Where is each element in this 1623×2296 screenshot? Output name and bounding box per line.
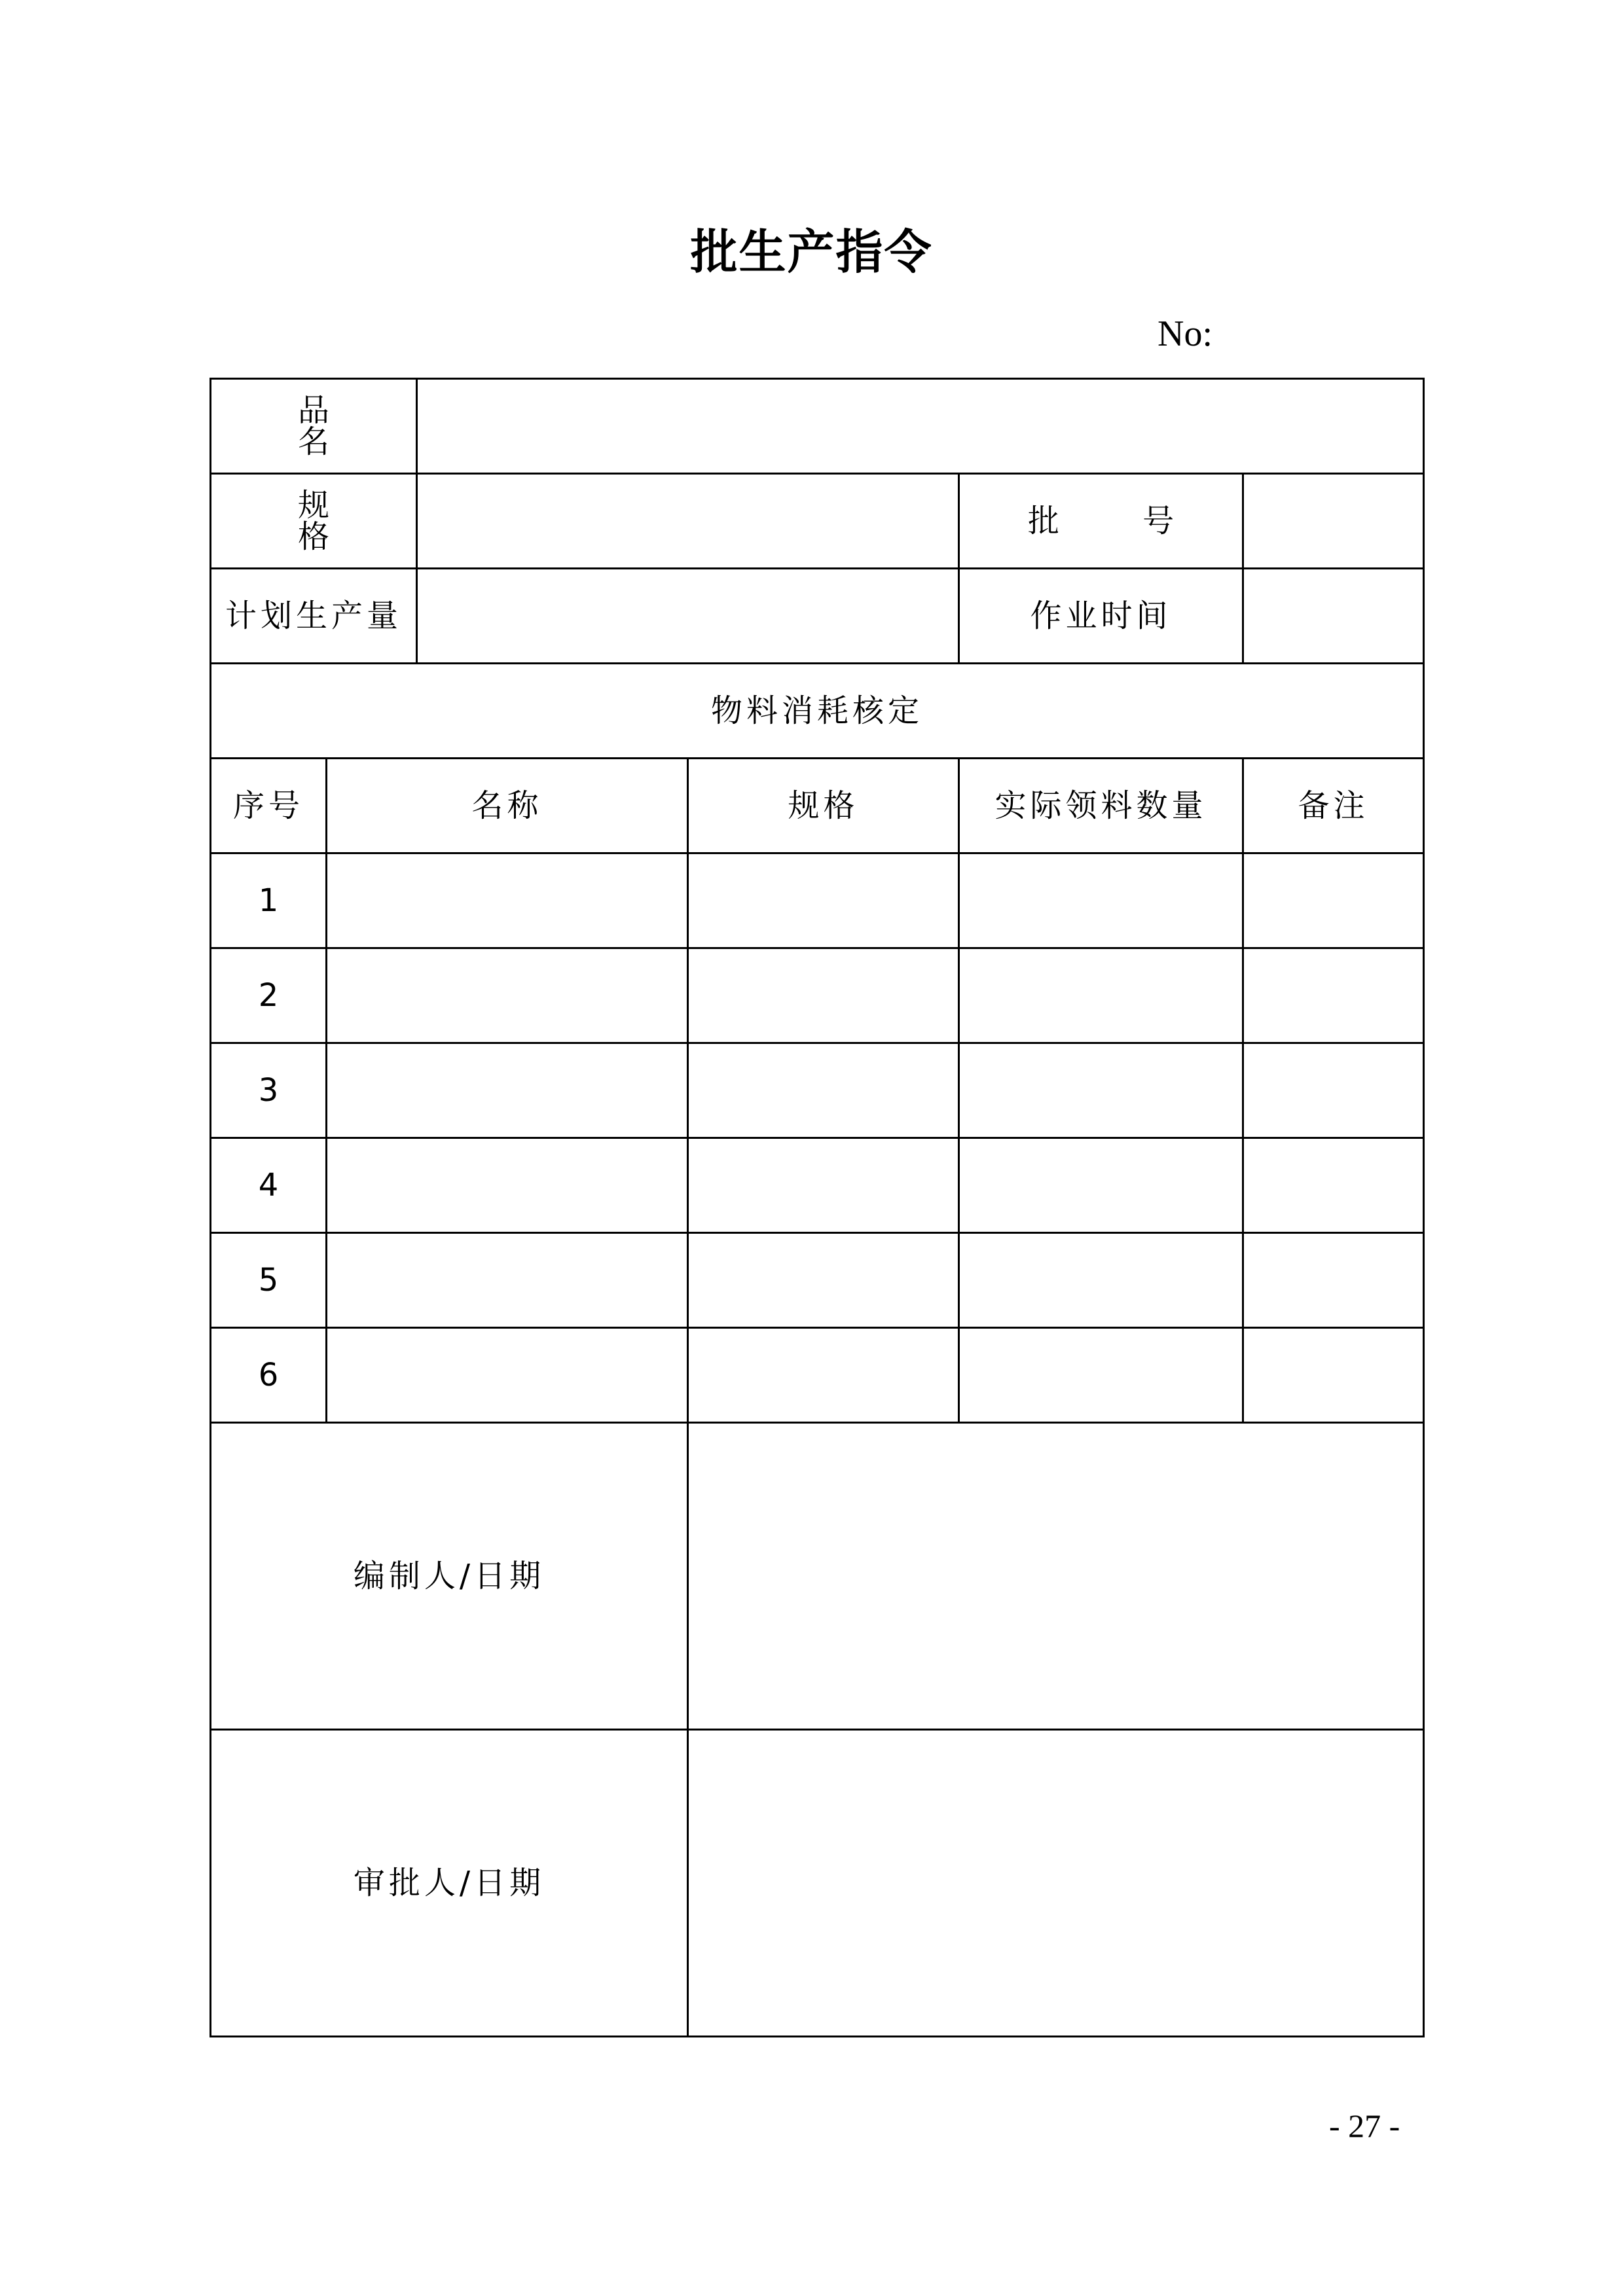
approved-by-field[interactable] — [688, 1730, 1424, 2037]
spec-label: 规 格 — [211, 474, 417, 569]
material-row — [211, 1233, 1424, 1328]
operation-time-label: 作业时间 — [959, 569, 1243, 664]
material-remarks-cell[interactable] — [1243, 1328, 1424, 1423]
material-row — [211, 948, 1424, 1043]
approved-by-row — [211, 1730, 1424, 2037]
row-number: 5 — [211, 1233, 327, 1328]
operation-time-field[interactable] — [1243, 569, 1424, 664]
material-section-row — [211, 664, 1424, 759]
material-spec-cell[interactable] — [688, 948, 959, 1043]
material-remarks-cell[interactable] — [1243, 853, 1424, 948]
document-title: 批生产指令 — [690, 224, 933, 279]
planned-output-label: 计划生产量 — [211, 569, 417, 664]
material-name-cell[interactable] — [327, 948, 688, 1043]
material-remarks-cell[interactable] — [1243, 1233, 1424, 1328]
prepared-by-field[interactable] — [688, 1423, 1424, 1730]
header-name: 名称 — [327, 759, 688, 853]
material-header-row — [211, 759, 1424, 853]
material-name-cell[interactable] — [327, 1138, 688, 1233]
header-remarks: 备注 — [1243, 759, 1424, 853]
material-spec-cell[interactable] — [688, 853, 959, 948]
material-row — [211, 1138, 1424, 1233]
material-spec-cell[interactable] — [688, 1138, 959, 1233]
material-name-cell[interactable] — [327, 1328, 688, 1423]
batch-production-order-form — [210, 378, 1425, 2037]
material-remarks-cell[interactable] — [1243, 1043, 1424, 1138]
material-spec-cell[interactable] — [688, 1328, 959, 1423]
document-number-label: No: — [1158, 314, 1213, 354]
material-quantity-cell[interactable] — [959, 1138, 1243, 1233]
material-quantity-cell[interactable] — [959, 1328, 1243, 1423]
material-quantity-cell[interactable] — [959, 853, 1243, 948]
batch-no-field[interactable] — [1243, 474, 1424, 569]
material-quantity-cell[interactable] — [959, 948, 1243, 1043]
material-name-cell[interactable] — [327, 1233, 688, 1328]
spec-batch-row — [211, 474, 1424, 569]
row-number: 2 — [211, 948, 327, 1043]
material-row — [211, 1328, 1424, 1423]
material-spec-cell[interactable] — [688, 1233, 959, 1328]
material-remarks-cell[interactable] — [1243, 948, 1424, 1043]
row-number: 6 — [211, 1328, 327, 1423]
header-actual-quantity: 实际领料数量 — [959, 759, 1243, 853]
prepared-by-row — [211, 1423, 1424, 1730]
output-time-row — [211, 569, 1424, 664]
row-number: 3 — [211, 1043, 327, 1138]
material-name-cell[interactable] — [327, 1043, 688, 1138]
material-row — [211, 1043, 1424, 1138]
header-serial-no: 序号 — [211, 759, 327, 853]
prepared-by-label: 编制人/日期 — [211, 1423, 688, 1730]
product-name-label: 品 名 — [211, 379, 417, 474]
material-row — [211, 853, 1424, 948]
batch-no-label: 批 号 — [959, 474, 1243, 569]
material-remarks-cell[interactable] — [1243, 1138, 1424, 1233]
material-name-cell[interactable] — [327, 853, 688, 948]
material-spec-cell[interactable] — [688, 1043, 959, 1138]
material-quantity-cell[interactable] — [959, 1043, 1243, 1138]
planned-output-field[interactable] — [417, 569, 959, 664]
material-quantity-cell[interactable] — [959, 1233, 1243, 1328]
product-name-field[interactable] — [417, 379, 1424, 474]
approved-by-label: 审批人/日期 — [211, 1730, 688, 2037]
spec-field[interactable] — [417, 474, 959, 569]
material-section-title: 物料消耗核定 — [211, 664, 1424, 759]
header-spec: 规格 — [688, 759, 959, 853]
row-number: 1 — [211, 853, 327, 948]
product-name-row — [211, 379, 1424, 474]
page-number: - 27 - — [1329, 2108, 1400, 2144]
row-number: 4 — [211, 1138, 327, 1233]
